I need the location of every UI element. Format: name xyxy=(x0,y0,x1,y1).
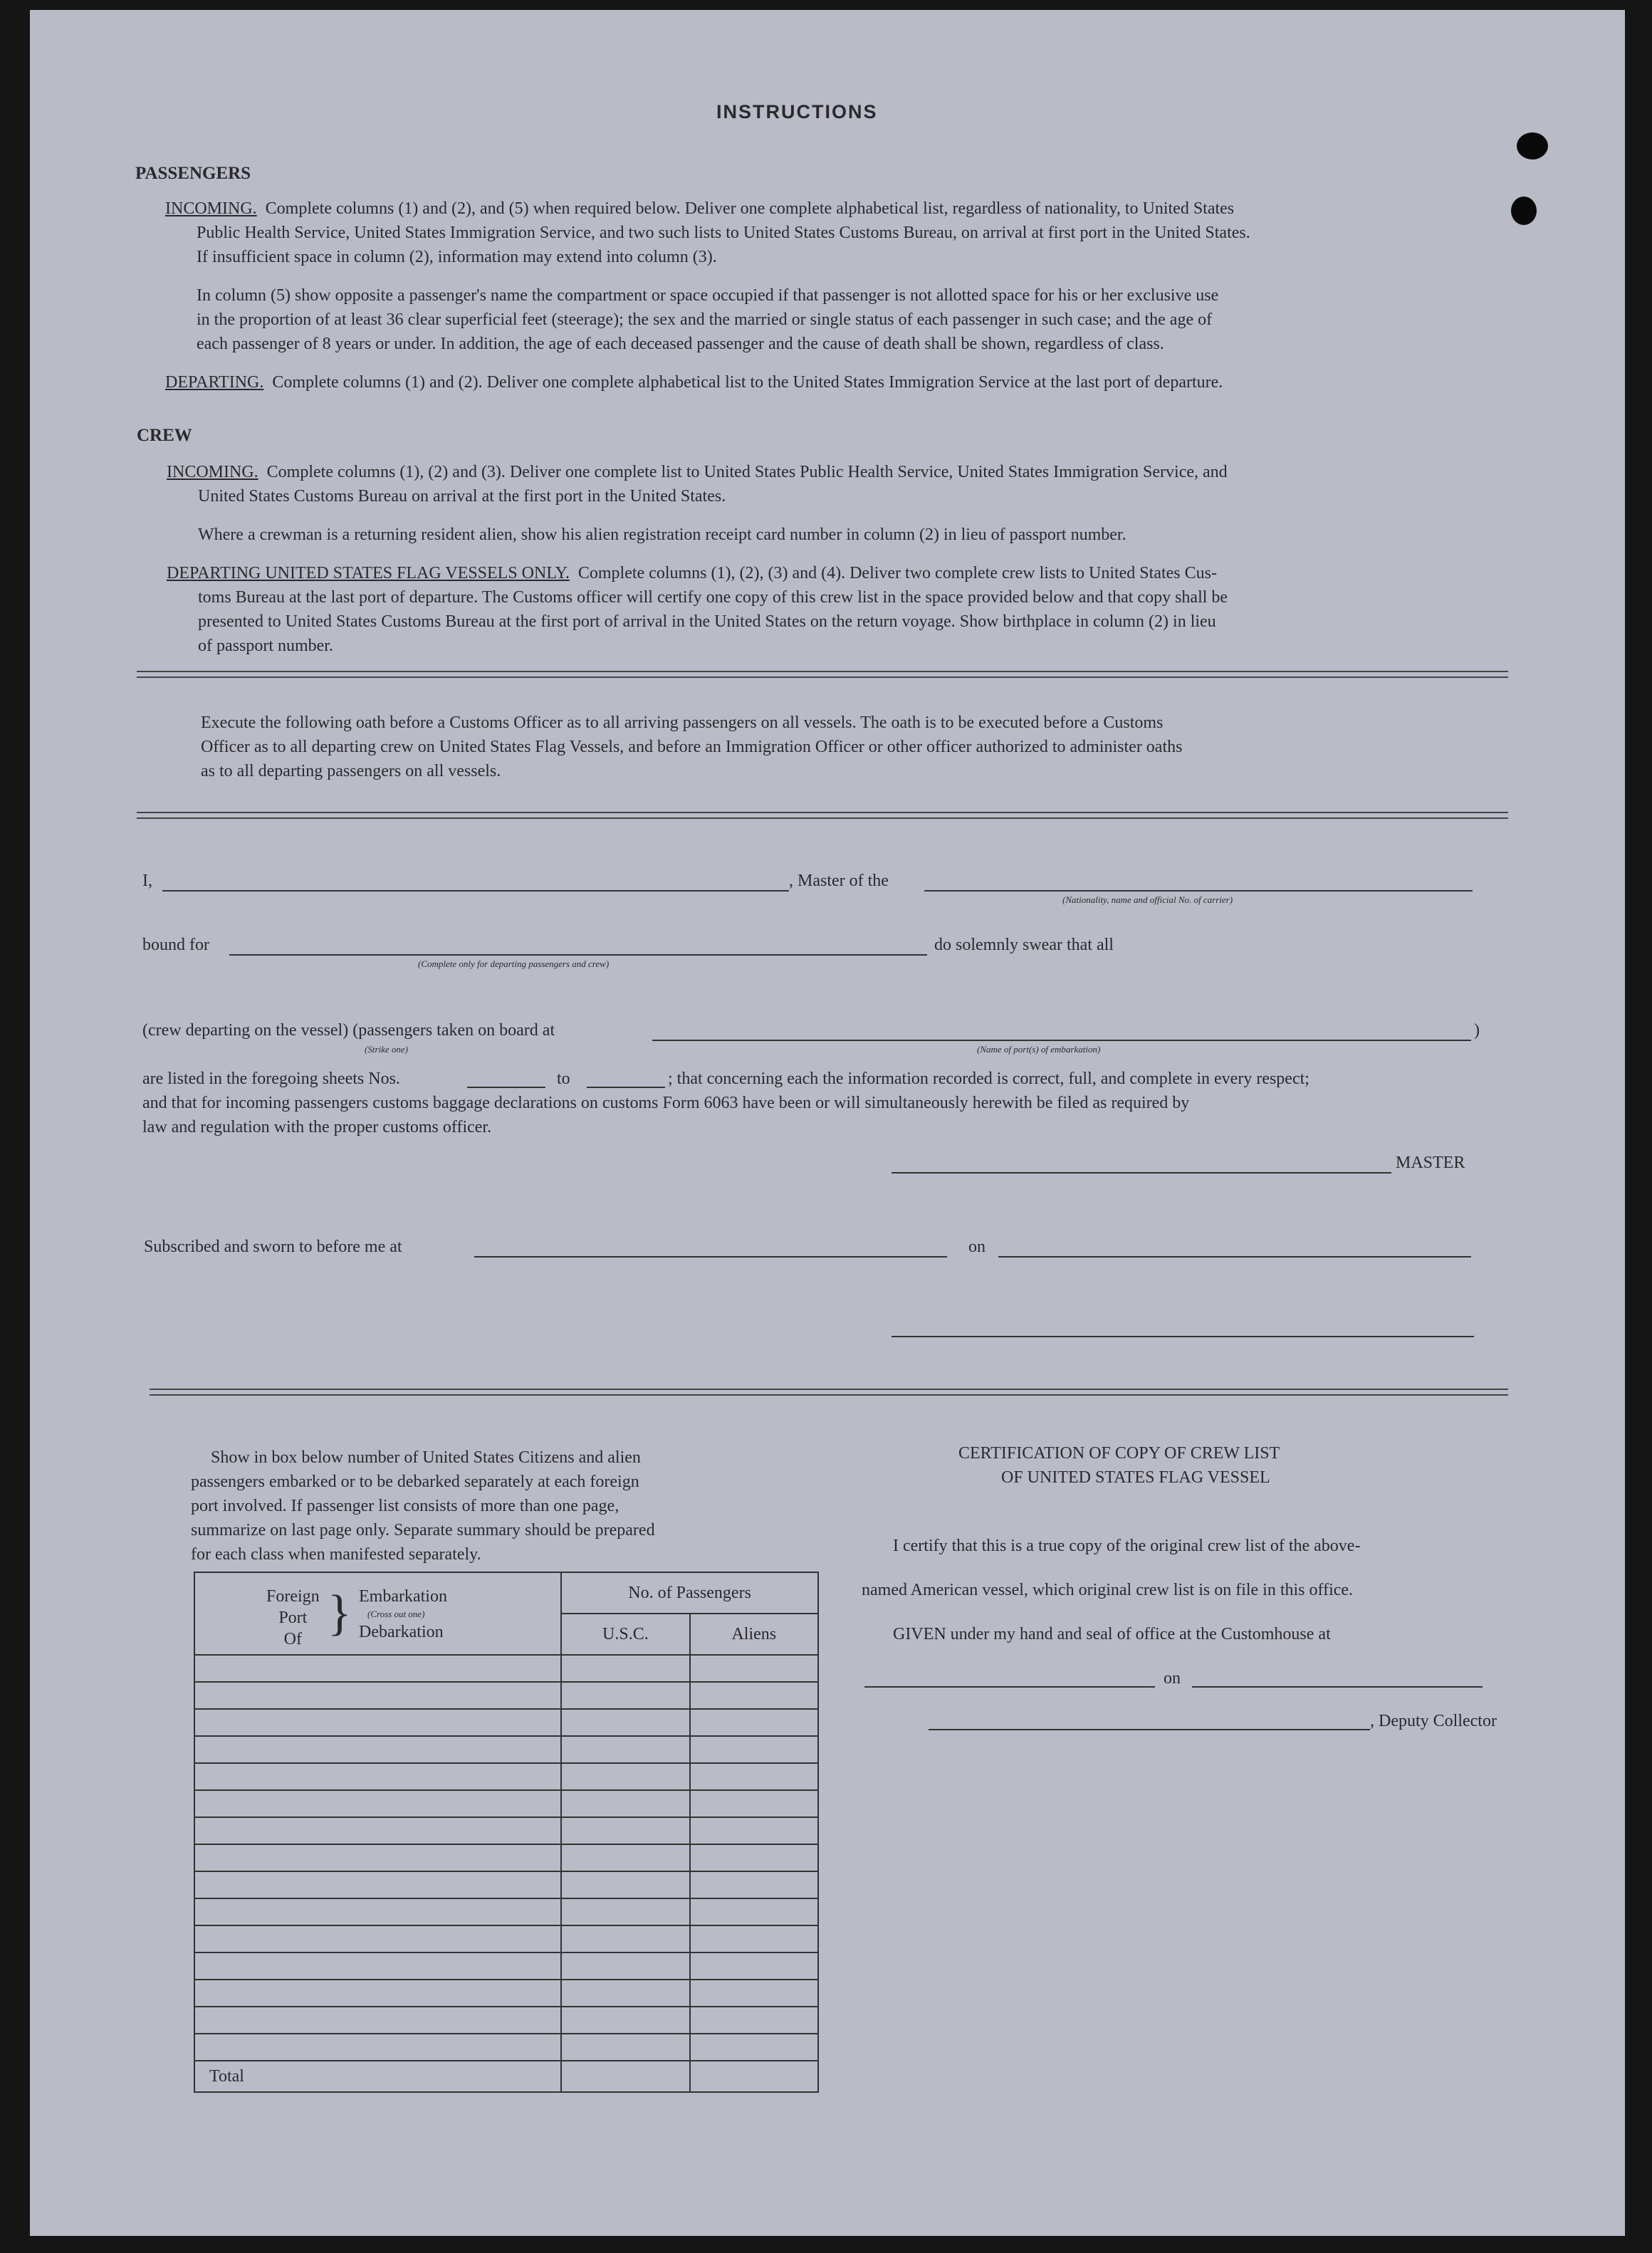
table-row xyxy=(194,1709,818,1736)
usc-cell[interactable] xyxy=(561,1871,689,1898)
passengers-incoming-line2: Public Health Service, United States Immigration Service, and two such lists to United States Customs Bureau, on arrival at first port in the United States. xyxy=(197,224,1250,242)
no-of-passengers-header: No. of Passengers xyxy=(561,1572,818,1614)
port-cell[interactable] xyxy=(194,1682,561,1709)
close-paren: ) xyxy=(1474,1021,1480,1040)
passengers-incoming-line1 xyxy=(165,197,1234,221)
usc-cell[interactable] xyxy=(561,1953,689,1980)
port-header xyxy=(194,1572,561,1655)
total-aliens-cell[interactable] xyxy=(690,2061,818,2092)
sworn-at-field[interactable] xyxy=(474,1256,947,1258)
cert-date-field[interactable] xyxy=(1192,1686,1483,1688)
table-row xyxy=(194,2007,818,2034)
table-row xyxy=(194,1736,818,1763)
aliens-cell[interactable] xyxy=(690,1790,818,1817)
sheet-from-field[interactable] xyxy=(467,1087,545,1088)
foreign-port-of xyxy=(266,1586,320,1650)
aliens-cell[interactable] xyxy=(690,1898,818,1925)
aliens-cell[interactable] xyxy=(690,1844,818,1871)
usc-cell[interactable] xyxy=(561,1763,689,1790)
cross-out-label: (Cross out one) xyxy=(367,1609,425,1619)
crew-departing-line2: toms Bureau at the last port of departure. The Customs officer will certify one copy of this crew list in the space provided below and that copy shall be xyxy=(198,588,1228,607)
subscribed-label: Subscribed and sworn to before me at xyxy=(144,1238,402,1256)
sworn-on-label: on xyxy=(968,1238,986,1256)
oath-i-label: I, xyxy=(142,872,152,890)
strike-caption: (Strike one) xyxy=(365,1044,409,1055)
certification-title-line2: OF UNITED STATES FLAG VESSEL xyxy=(1001,1468,1270,1487)
aliens-cell[interactable] xyxy=(690,1736,818,1763)
summary-line1: Show in box below number of United States Citizens and alien xyxy=(211,1448,641,1467)
usc-cell[interactable] xyxy=(561,1925,689,1953)
crew-departing-line3: presented to United States Customs Bureau at the first port of arrival in the United States on the return voyage. Show birthplace in column (2) in lieu xyxy=(198,612,1216,631)
column5-line2: in the proportion of at least 36 clear superficial feet (steerage); the sex and the married or single status of each passenger in such case; and the age of xyxy=(197,310,1213,329)
aliens-cell[interactable] xyxy=(690,1763,818,1790)
aliens-cell[interactable] xyxy=(690,1953,818,1980)
usc-cell[interactable] xyxy=(561,1898,689,1925)
passengers-incoming-line3: If insufficient space in column (2), information may extend into column (3). xyxy=(197,248,717,266)
crew-incoming-label: INCOMING. xyxy=(167,463,258,481)
aliens-cell[interactable] xyxy=(690,1980,818,2007)
table-row xyxy=(194,1763,818,1790)
crew-departing-line1 xyxy=(167,561,1217,585)
aliens-cell[interactable] xyxy=(690,1871,818,1898)
table-row xyxy=(194,1655,818,1682)
crew-returning-line: Where a crewman is a returning resident alien, show his alien registration receipt card number in column (2) in lieu of passport number. xyxy=(198,526,1126,544)
passenger-summary-table xyxy=(194,1572,819,2093)
certify-line2: named American vessel, which original crew list is on file in this office. xyxy=(862,1581,1354,1599)
aliens-cell[interactable] xyxy=(690,1655,818,1682)
sheet-to-field[interactable] xyxy=(587,1087,665,1088)
summary-line2: passengers embarked or to be debarked separately at each foreign xyxy=(191,1473,639,1491)
usc-cell[interactable] xyxy=(561,1790,689,1817)
usc-cell[interactable] xyxy=(561,1709,689,1736)
usc-cell[interactable] xyxy=(561,2034,689,2061)
usc-cell[interactable] xyxy=(561,1682,689,1709)
port-cell[interactable] xyxy=(194,1655,561,1682)
usc-cell[interactable] xyxy=(561,1980,689,2007)
usc-cell[interactable] xyxy=(561,1655,689,1682)
table-row xyxy=(194,1682,818,1709)
summary-line4: summarize on last page only. Separate summary should be prepared xyxy=(191,1521,655,1540)
table-row xyxy=(194,1871,818,1898)
listed-line1 xyxy=(142,1067,400,1091)
crew-incoming-line2: United States Customs Bureau on arrival at the first port in the United States. xyxy=(198,487,726,506)
bound-for-field[interactable] xyxy=(229,954,927,956)
port-cell[interactable] xyxy=(194,1898,561,1925)
usc-cell[interactable] xyxy=(561,2007,689,2034)
deputy-collector-field[interactable] xyxy=(929,1729,1370,1730)
port-cell[interactable] xyxy=(194,1871,561,1898)
customhouse-field[interactable] xyxy=(864,1686,1155,1688)
embarkation-label: Embarkation xyxy=(359,1587,447,1606)
crew-departing-line4: of passport number. xyxy=(198,637,333,655)
port-cell[interactable] xyxy=(194,1790,561,1817)
oath-instructions-line1: Execute the following oath before a Customs Officer as to all arriving passengers on all vessels. The oath is to be executed before a Customs xyxy=(201,713,1164,732)
divider xyxy=(137,812,1508,819)
nationality-caption: (Nationality, name and official No. of carrier) xyxy=(1062,894,1233,905)
usc-cell[interactable] xyxy=(561,1817,689,1844)
aliens-cell[interactable] xyxy=(690,2034,818,2061)
given-line: GIVEN under my hand and seal of office at the Customhouse at xyxy=(893,1625,1331,1643)
oath-instructions-line3: as to all departing passengers on all vessels. xyxy=(201,762,501,780)
table-row xyxy=(194,1925,818,1953)
master-signature-field[interactable] xyxy=(892,1172,1391,1173)
certify-line1: I certify that this is a true copy of the original crew list of the above- xyxy=(893,1537,1361,1555)
table-row xyxy=(194,1898,818,1925)
officer-signature-field[interactable] xyxy=(892,1336,1474,1337)
divider xyxy=(137,671,1508,678)
crew-departing-oath-label: (crew departing on the vessel) (passengers taken on board at xyxy=(142,1021,555,1040)
passengers-incoming-label: INCOMING. xyxy=(165,199,257,218)
aliens-cell[interactable] xyxy=(690,1709,818,1736)
aliens-cell[interactable] xyxy=(690,2007,818,2034)
passengers-heading: PASSENGERS xyxy=(135,164,251,183)
port-cell[interactable] xyxy=(194,1925,561,1953)
to-label: to xyxy=(557,1070,570,1088)
passengers-departing-label: DEPARTING. xyxy=(165,373,264,392)
debarkation-label: Debarkation xyxy=(359,1623,444,1641)
table-row xyxy=(194,2034,818,2061)
total-row xyxy=(194,2061,818,2092)
usc-cell[interactable] xyxy=(561,1736,689,1763)
port-cell[interactable] xyxy=(194,1736,561,1763)
listed-line2: and that for incoming passengers customs baggage declarations on customs Form 6063 have been or will simultaneously herewith be filed as required by xyxy=(142,1094,1190,1112)
cert-on-label: on xyxy=(1164,1669,1181,1688)
ink-blot xyxy=(1517,132,1548,160)
table-row xyxy=(194,1844,818,1871)
crew-incoming-text: Complete columns (1), (2) and (3). Deliver one complete list to United States Public Health Service, United States Immigration Service, and xyxy=(266,463,1228,481)
bound-caption: (Complete only for departing passengers and crew) xyxy=(418,958,610,969)
passengers-incoming-text: Complete columns (1) and (2), and (5) when required below. Deliver one complete alphabetical list, regardless of nationality, to United States xyxy=(265,199,1235,218)
table-row xyxy=(194,1953,818,1980)
passengers-departing-line xyxy=(165,370,1223,394)
port-cell[interactable] xyxy=(194,1953,561,1980)
port-cell[interactable] xyxy=(194,1709,561,1736)
crew-incoming-line1 xyxy=(167,460,1228,484)
sworn-on-field[interactable] xyxy=(998,1256,1471,1258)
port-cell[interactable] xyxy=(194,1763,561,1790)
table-header-row xyxy=(194,1572,818,1614)
passengers-departing-text: Complete columns (1) and (2). Deliver one complete alphabetical list to the United States Immigration Service at the last port of departure. xyxy=(272,373,1223,392)
carrier-field[interactable] xyxy=(924,890,1473,892)
port-cell[interactable] xyxy=(194,2007,561,2034)
table-row xyxy=(194,1790,818,1817)
aliens-header: Aliens xyxy=(690,1614,818,1655)
total-label: Total xyxy=(194,2061,561,2092)
foreign-label: Foreign xyxy=(266,1587,320,1606)
crew-heading: CREW xyxy=(137,426,192,445)
usc-cell[interactable] xyxy=(561,1844,689,1871)
embarkation-field[interactable] xyxy=(652,1040,1471,1041)
port-cell[interactable] xyxy=(194,1817,561,1844)
swear-label: do solemnly swear that all xyxy=(934,936,1114,954)
embark-debark xyxy=(359,1586,447,1643)
bound-for-label: bound for xyxy=(142,936,209,954)
brace-icon: } xyxy=(328,1586,352,1641)
aliens-cell[interactable] xyxy=(690,1682,818,1709)
certification-title-line1: CERTIFICATION OF COPY OF CREW LIST xyxy=(958,1444,1280,1463)
ink-blot xyxy=(1511,197,1537,225)
total-usc-cell[interactable] xyxy=(561,2061,689,2092)
aliens-cell[interactable] xyxy=(690,1925,818,1953)
port-cell[interactable] xyxy=(194,1844,561,1871)
table-row xyxy=(194,1980,818,2007)
document-page xyxy=(30,10,1625,2236)
embarkation-caption: (Name of port(s) of embarkation) xyxy=(977,1044,1101,1055)
port-cell[interactable] xyxy=(194,2034,561,2061)
deputy-collector-label: , Deputy Collector xyxy=(1370,1712,1497,1730)
table-body xyxy=(194,1655,818,2061)
of-label: Of xyxy=(283,1630,302,1648)
listed-rest: ; that concerning each the information recorded is correct, full, and complete in every respect; xyxy=(668,1070,1309,1088)
usc-header: U.S.C. xyxy=(561,1614,689,1655)
master-of-label: , Master of the xyxy=(789,872,889,890)
listed-line3: law and regulation with the proper customs officer. xyxy=(142,1118,492,1136)
page-title: INSTRUCTIONS xyxy=(716,101,878,122)
divider xyxy=(150,1389,1508,1396)
summary-line5: for each class when manifested separately. xyxy=(191,1545,481,1564)
listed-label: are listed in the foregoing sheets Nos. xyxy=(142,1070,400,1088)
port-label: Port xyxy=(278,1609,308,1627)
master-label: MASTER xyxy=(1396,1154,1465,1172)
crew-departing-text: Complete columns (1), (2), (3) and (4). Deliver two complete crew lists to United States Cus- xyxy=(577,564,1217,582)
port-cell[interactable] xyxy=(194,1980,561,2007)
table-row xyxy=(194,1817,818,1844)
aliens-cell[interactable] xyxy=(690,1817,818,1844)
master-name-field[interactable] xyxy=(162,890,789,892)
oath-instructions-line2: Officer as to all departing crew on United States Flag Vessels, and before an Immigration Officer or other officer authorized to administer oaths xyxy=(201,738,1183,756)
column5-line1: In column (5) show opposite a passenger's name the compartment or space occupied if that passenger is not allotted space for his or her exclusive use xyxy=(197,286,1219,305)
column5-line3: each passenger of 8 years or under. In addition, the age of each deceased passenger and the cause of death shall be shown, regardless of class. xyxy=(197,335,1164,353)
crew-departing-label: DEPARTING UNITED STATES FLAG VESSELS ONLY. xyxy=(167,564,570,582)
summary-line3: port involved. If passenger list consists of more than one page, xyxy=(191,1497,620,1515)
